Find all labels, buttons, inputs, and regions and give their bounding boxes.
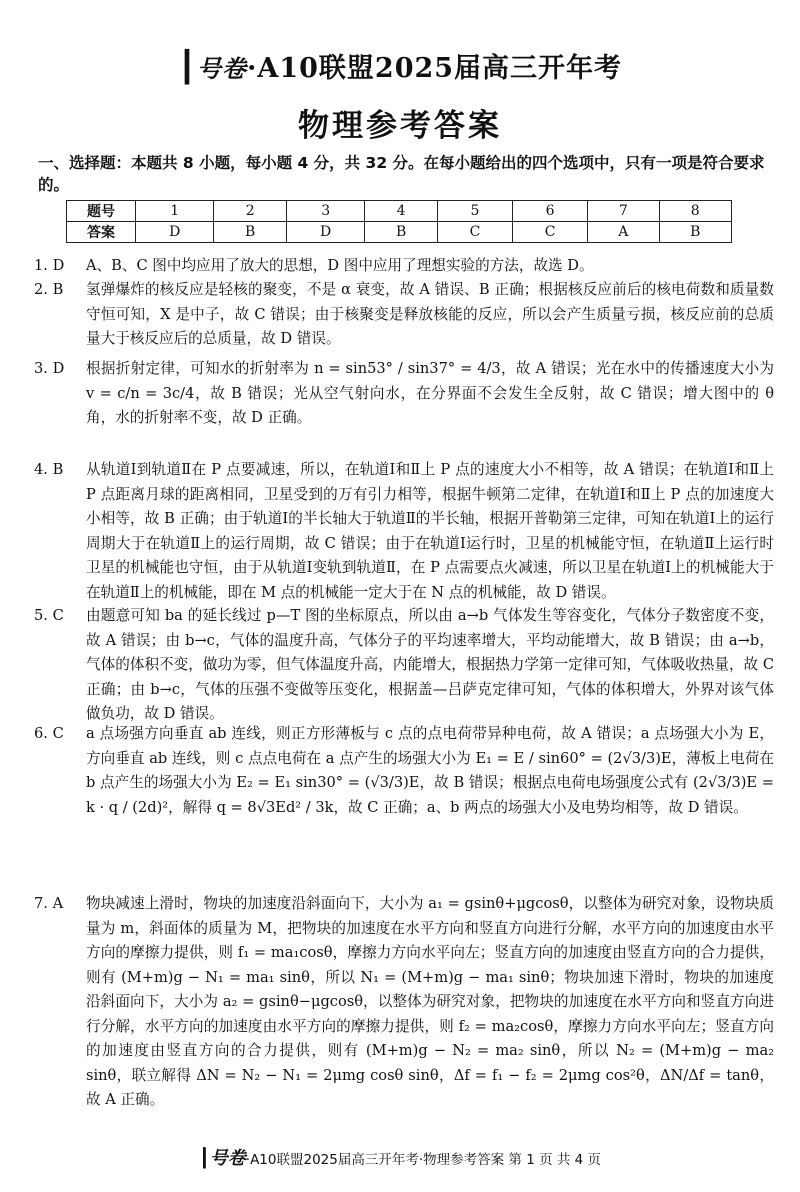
table-cell: C bbox=[513, 222, 588, 243]
question-number: 4. B bbox=[34, 461, 64, 478]
question-number: 1. D bbox=[34, 257, 65, 274]
table-cell: 3 bbox=[286, 201, 364, 222]
table-cell: D bbox=[136, 222, 214, 243]
question-5 bbox=[34, 604, 774, 727]
answer-table-answer-row bbox=[67, 222, 732, 243]
table-cell: 5 bbox=[437, 201, 512, 222]
answer-table bbox=[66, 200, 732, 243]
table-cell: A bbox=[588, 222, 659, 243]
question-explanation: 氢弹爆炸的核反应是轻核的聚变，不是 α 衰变，故 A 错误、B 正确；根据核反应前后的核电荷数和质量数守恒可知，X 是中子，故 C 错误；由于核聚变是释放核能的反应，所以会产生质量亏损，核反应前的总质量大于核反应后的总质量，故 D 错误。 bbox=[86, 281, 774, 347]
question-number: 2. B bbox=[34, 281, 64, 298]
brand-logo: ┃号卷 bbox=[177, 50, 247, 85]
question-number: 3. D bbox=[34, 360, 65, 377]
table-cell: 6 bbox=[513, 201, 588, 222]
table-cell: 2 bbox=[214, 201, 286, 222]
footer-text: ·A10联盟2025届高三开年考·物理参考答案 第 1 页 共 4 页 bbox=[245, 1152, 602, 1168]
table-cell: 8 bbox=[659, 201, 732, 222]
table-cell: C bbox=[437, 222, 512, 243]
section-heading: 一、选择题：本题共 8 小题，每小题 4 分，共 32 分。在每小题给出的四个选项中，只有一项是符合要求的。 bbox=[38, 154, 765, 194]
question-explanation: 根据折射定律，可知水的折射率为 n = sin53° / sin37° = 4/3，故 A 错误；光在水中的传播速度大小为 v = c/n = 3c/4，故 B 错误；光从空气射向水，在分界面不会发生全反射，故 C 错误；增大图中的 θ 角，水的折射率不变，故 D 正确。 bbox=[86, 360, 774, 426]
table-cell: 1 bbox=[136, 201, 214, 222]
row-label-number: 题号 bbox=[67, 201, 136, 222]
table-cell: B bbox=[214, 222, 286, 243]
table-cell: 7 bbox=[588, 201, 659, 222]
page-footer bbox=[0, 1144, 800, 1170]
answer-table-number-row bbox=[67, 201, 732, 222]
exam-title: ·A10联盟2025届高三开年考 bbox=[246, 53, 623, 84]
table-cell: D bbox=[286, 222, 364, 243]
table-cell: B bbox=[659, 222, 732, 243]
question-explanation: 物块减速上滑时，物块的加速度沿斜面向下，大小为 a₁ = gsinθ+μgcosθ，以整体为研究对象，设物块质量为 m，斜面体的质量为 M，把物块的加速度在水平方向和竖直方向进行分解，水平方向的加速度由水平方向的摩擦力提供，则 f₁ = ma₁cosθ，摩擦力方向水平向左；竖直方向的加速度由竖直方向的合力提供，则有 (M+m)g − N₁ = ma₁ sinθ，所以 N₁ = (M+m)g − ma₁ sinθ；物块加速下滑时，物块的加速度沿斜面向下，大小为 a₂ = gsinθ−μgcosθ，以整体为研究对象，把物块的加速度在水平方向和竖直方向进行分解，水平方向的加速度由水平方向的摩擦力提供，则 f₂ = ma₂cosθ，摩擦力方向水平向左；竖直方向的加速度由竖直方向的合力提供，则有 (M+m)g − N₂ = ma₂ sinθ，所以 N₂ = (M+m)g − ma₂ sinθ，联立解得 ΔN = N₂ − N₁ = 2μmg cosθ sinθ，Δf = f₁ − f₂ = 2μmg cos²θ，ΔN/Δf = tanθ，故 A 正确。 bbox=[86, 895, 774, 1108]
page-header bbox=[0, 46, 800, 85]
question-7 bbox=[34, 892, 774, 1113]
question-3 bbox=[34, 357, 774, 431]
table-cell: 4 bbox=[365, 201, 437, 222]
footer-logo: ┃号卷 bbox=[198, 1148, 246, 1169]
question-number: 5. C bbox=[34, 607, 64, 624]
table-cell: B bbox=[365, 222, 437, 243]
question-1 bbox=[34, 254, 774, 279]
question-2 bbox=[34, 278, 774, 352]
question-4 bbox=[34, 458, 774, 605]
question-6 bbox=[34, 722, 774, 820]
question-explanation: A、B、C 图中均应用了放大的思想，D 图中应用了理想实验的方法，故选 D。 bbox=[86, 257, 594, 274]
question-explanation: 由题意可知 ba 的延长线过 p—T 图的坐标原点，所以由 a→b 气体发生等容变化，气体分子数密度不变，故 A 错误；由 b→c，气体的温度升高，气体分子的平均速率增大，平均动能增大，故 B 错误；由 a→b，气体的体积不变，做功为零，但气体温度升高，内能增大，根据热力学第一定律可知，气体吸收热量，故 C 正确；由 b→c，气体的压强不变做等压变化，根据盖—吕萨克定律可知，气体的体积增大，外界对该气体做负功，故 D 错误。 bbox=[86, 607, 774, 722]
question-explanation: 从轨道Ⅰ到轨道Ⅱ在 P 点要减速，所以，在轨道Ⅰ和Ⅱ上 P 点的速度大小不相等，故 A 错误；在轨道Ⅰ和Ⅱ上 P 点距离月球的距离相同，卫星受到的万有引力相等，根据牛顿第二定律，在轨道Ⅰ和Ⅱ上 P 点的加速度大小相等，故 B 正确；由于轨道Ⅰ的半长轴大于轨道Ⅱ的半长轴，根据开普勒第三定律，可知在轨道Ⅰ上的运行周期大于在轨道Ⅱ上的运行周期，故 C 错误；由于在轨道Ⅰ运行时，卫星的机械能守恒，在轨道Ⅱ上运行时卫星的机械能也守恒，由于从轨道Ⅰ变轨到轨道Ⅱ，在 P 点需要点火减速，所以卫星在轨道Ⅰ上的机械能大于在轨道Ⅱ上的机械能，即在 M 点的机械能一定大于在 N 点的机械能，故 D 错误。 bbox=[86, 461, 774, 601]
question-number: 7. A bbox=[34, 895, 64, 912]
question-explanation: a 点场强方向垂直 ab 连线，则正方形薄板与 c 点的点电荷带异种电荷，故 A 错误；a 点场强大小为 E，方向垂直 ab 连线，则 c 点点电荷在 a 点产生的场强大小为 E₁ = E / sin60° = (2√3/3)E，薄板上电荷在 b 点产生的场强大小为 E₂ = E₁ sin30° = (√3/3)E，故 B 错误；根据点电荷电场强度公式有 (2√3/3)E = k · q / (2d)²，解得 q = 8√3Ed² / 3k，故 C 正确；a、b 两点的场强大小及电势均相等，故 D 错误。 bbox=[86, 725, 774, 816]
question-number: 6. C bbox=[34, 725, 64, 742]
row-label-answer: 答案 bbox=[67, 222, 136, 243]
page-subtitle: 物理参考答案 bbox=[298, 108, 502, 144]
